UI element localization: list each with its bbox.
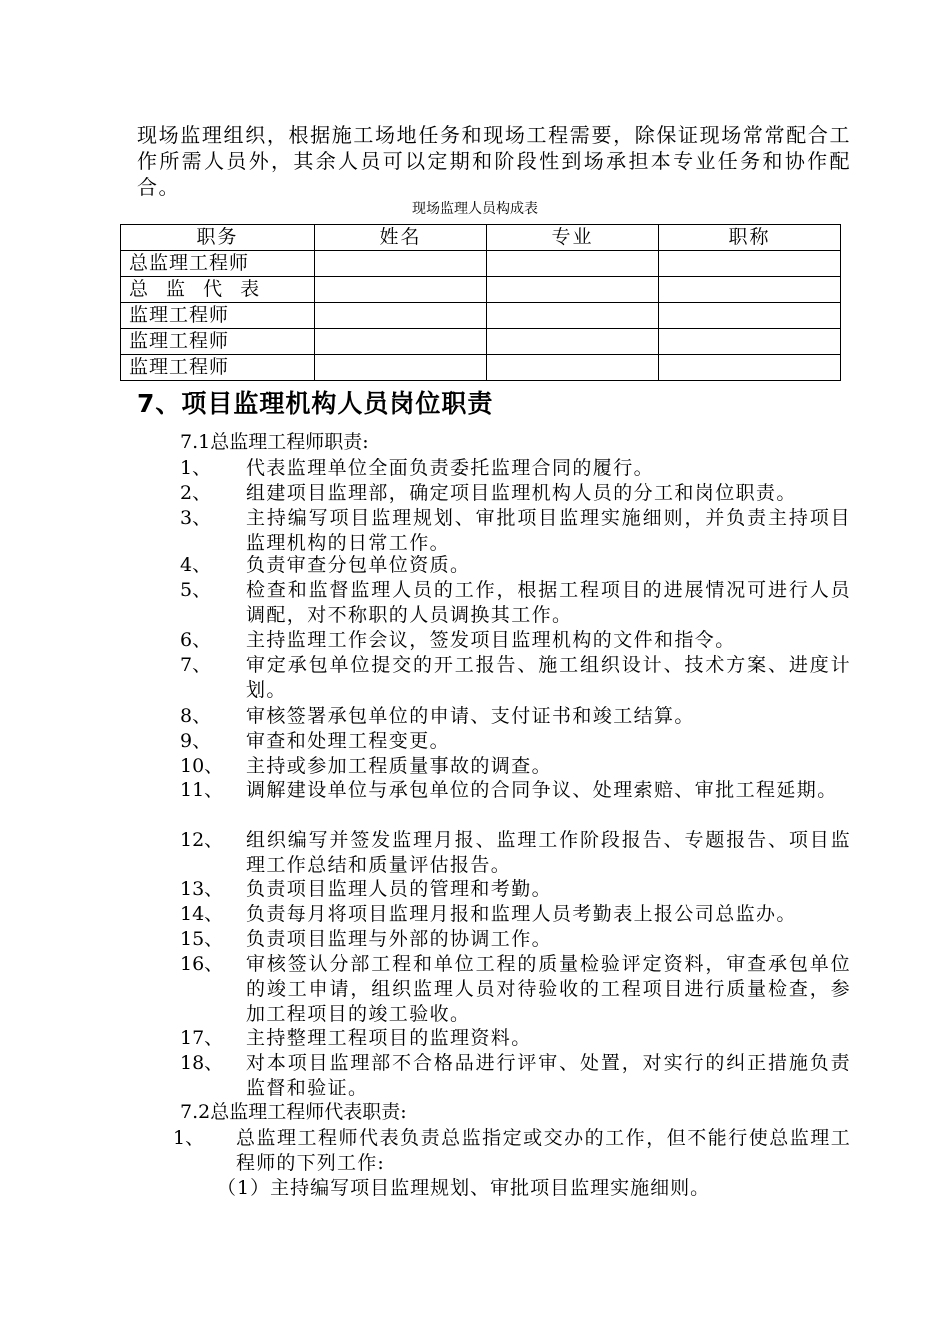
list-item-number: 9、 [180,730,212,752]
list-item-text: 对本项目监理部不合格品进行评审、处置，对实行的纠正措施负责监督和验证。 [246,1052,851,1099]
list-item-text: 负责项目监理人员的管理和考勤。 [246,878,553,900]
staff-table [120,224,841,381]
list-item-text: 组建项目监理部，确定项目监理机构人员的分工和岗位职责。 [246,482,797,504]
list-item-number: 16、 [180,953,224,975]
table-cell [315,251,487,277]
table-cell-role: 监理工程师 [121,329,315,355]
list-item-number: 12、 [180,829,224,851]
table-cell [315,355,487,381]
list-item-number: 18、 [180,1052,224,1074]
table-cell-role: 总 监 代 表 [121,277,315,303]
table-cell [315,277,487,303]
table-header-cell: 职称 [659,225,841,251]
list-item-number: 17、 [180,1027,224,1049]
list-item-text: 调解建设单位与承包单位的合同争议、处理索赔、审批工程延期。 [246,779,838,801]
table-cell-role: 监理工程师 [121,355,315,381]
table-cell [487,277,659,303]
table-header-cell: 专业 [487,225,659,251]
table-cell-role: 总监理工程师 [121,251,315,277]
list-item-number: 1、 [180,457,212,479]
list-item-number: 2、 [180,482,212,504]
list-item-text: 负责每月将项目监理月报和监理人员考勤表上报公司总监办。 [246,903,797,925]
intro-paragraph: 现场监理组织，根据施工场地任务和现场工程需要，除保证现场常常配合工作所需人员外，其余人员可以定期和阶段性到场承担本专业任务和协作配合。 [137,123,851,199]
list-item-number: 10、 [180,755,224,777]
list-item-number: 3、 [180,507,212,529]
list-item-text: 负责项目监理与外部的协调工作。 [246,928,553,950]
table-cell [487,329,659,355]
table-row [121,303,841,329]
list-item-number: 5、 [180,579,212,601]
table-cell [315,303,487,329]
table-cell [659,329,841,355]
list-item-text: 代表监理单位全面负责委托监理合同的履行。 [246,457,655,479]
list-item-text: 审定承包单位提交的开工报告、施工组织设计、技术方案、进度计划。 [246,654,851,701]
table-cell-role: 监理工程师 [121,303,315,329]
table-row [121,277,841,303]
list-item-number: 7、 [180,654,212,676]
table-header-row [121,225,841,251]
table-cell [487,303,659,329]
table-caption: 现场监理人员构成表 [412,201,538,217]
list-item-text: 总监理工程师代表负责总监指定或交办的工作，但不能行使总监理工程师的下列工作: [236,1127,851,1174]
list-item-number: 4、 [180,554,212,576]
list-item-text: 审核签认分部工程和单位工程的质量检验评定资料，审查承包单位的竣工申请，组织监理人员对待验收的工程项目进行质量检查，参加工程项目的竣工验收。 [246,953,851,1025]
subsection-title: 7.2总监理工程师代表职责: [180,1101,407,1123]
table-row [121,355,841,381]
section-heading: 7、项目监理机构人员岗位职责 [137,389,494,418]
table-cell [487,251,659,277]
list-item-text: 主持或参加工程质量事故的调查。 [246,755,553,777]
table-header-cell: 姓名 [315,225,487,251]
list-item-number: 14、 [180,903,224,925]
list-item-text: 主持整理工程项目的监理资料。 [246,1027,532,1049]
table-cell [659,277,841,303]
list-item-text: 主持编写项目监理规划、审批项目监理实施细则，并负责主持项目监理机构的日常工作。 [246,507,851,554]
list-item-text: 负责审查分包单位资质。 [246,554,471,576]
list-item-text: 主持监理工作会议，签发项目监理机构的文件和指令。 [246,629,736,651]
list-item-number: 11、 [180,779,224,801]
table-row [121,329,841,355]
list-item-text: 组织编写并签发监理月报、监理工作阶段报告、专题报告、项目监理工作总结和质量评估报告。 [246,829,851,876]
table-cell [659,251,841,277]
table-cell [487,355,659,381]
table-cell [659,355,841,381]
list-item-number: 15、 [180,928,224,950]
table-header-cell: 职务 [121,225,315,251]
table-cell [659,303,841,329]
list-item-number: 1、 [173,1127,205,1149]
list-item-text: 审核签署承包单位的申请、支付证书和竣工结算。 [246,705,695,727]
list-item-number: 13、 [180,878,224,900]
list-item-number: 6、 [180,629,212,651]
sub-list-item: （1）主持编写项目监理规划、审批项目监理实施细则。 [217,1177,711,1199]
subsection-title: 7.1总监理工程师职责: [180,431,369,453]
list-item-text: 审查和处理工程变更。 [246,730,451,752]
table-cell [315,329,487,355]
list-item-number: 8、 [180,705,212,727]
list-item-text: 检查和监督监理人员的工作，根据工程项目的进展情况可进行人员调配，对不称职的人员调换其工作。 [246,579,851,626]
table-row [121,251,841,277]
